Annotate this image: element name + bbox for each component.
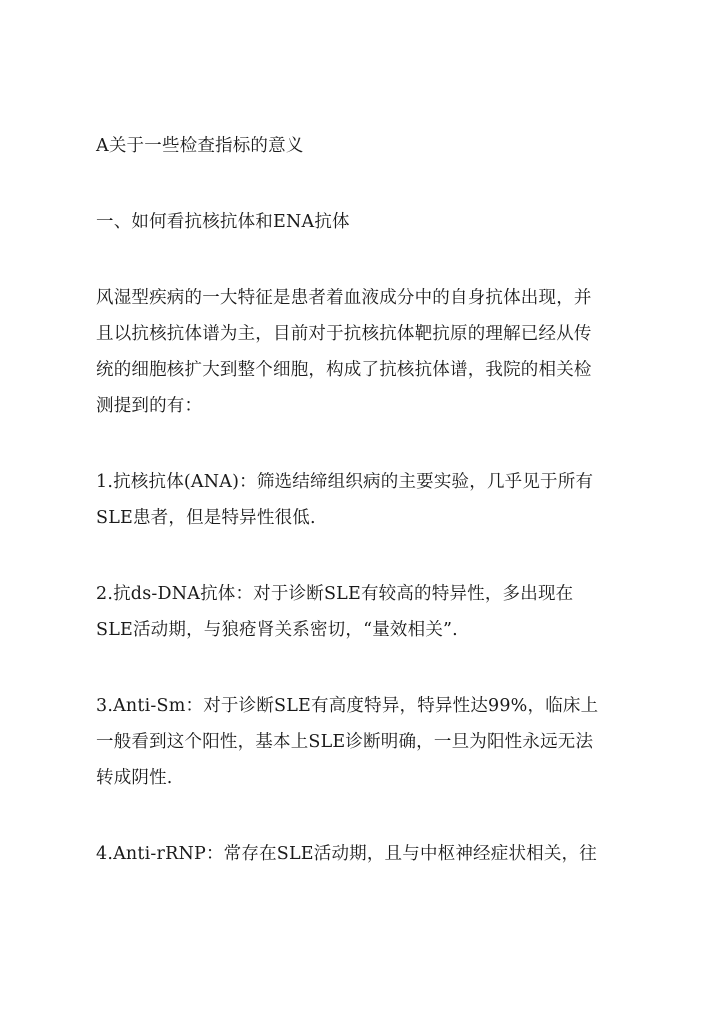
list-item-line: 4.Anti-rRNP：常存在SLE活动期，且与中枢神经症状相关，往 bbox=[96, 844, 597, 864]
intro-paragraph bbox=[96, 280, 636, 424]
list-item-ds-dna bbox=[96, 576, 636, 648]
document-body bbox=[96, 128, 636, 912]
list-item-ana bbox=[96, 464, 636, 536]
intro-line: 风湿型疾病的一大特征是患者着血液成分中的自身抗体出现，并 bbox=[96, 288, 592, 308]
list-item-line: 2.抗ds-DNA抗体：对于诊断SLE有较高的特异性，多出现在 bbox=[96, 584, 574, 604]
document-title bbox=[96, 128, 636, 164]
list-item-anti-rrnp bbox=[96, 836, 636, 872]
list-item-line: 转成阴性. bbox=[96, 768, 173, 788]
document-title-text: A关于一些检查指标的意义 bbox=[96, 136, 304, 156]
list-item-line: SLE活动期，与狼疮肾关系密切，“量效相关”. bbox=[96, 620, 458, 640]
list-item-line: 1.抗核抗体(ANA)：筛选结缔组织病的主要实验，几乎见于所有 bbox=[96, 472, 594, 492]
section-heading-text: 一、如何看抗核抗体和ENA抗体 bbox=[96, 212, 350, 232]
list-item-line: SLE患者，但是特异性很低. bbox=[96, 508, 316, 528]
list-item-line: 一般看到这个阳性，基本上SLE诊断明确，一旦为阳性永远无法 bbox=[96, 732, 594, 752]
list-item-line: 3.Anti-Sm：对于诊断SLE有高度特异，特异性达99%，临床上 bbox=[96, 696, 599, 716]
intro-line: 测提到的有： bbox=[96, 396, 203, 416]
section-heading bbox=[96, 204, 636, 240]
list-item-anti-sm bbox=[96, 688, 636, 796]
intro-line: 且以抗核抗体谱为主，目前对于抗核抗体靶抗原的理解已经从传 bbox=[96, 324, 592, 344]
intro-line: 统的细胞核扩大到整个细胞，构成了抗核抗体谱，我院的相关检 bbox=[96, 360, 592, 380]
